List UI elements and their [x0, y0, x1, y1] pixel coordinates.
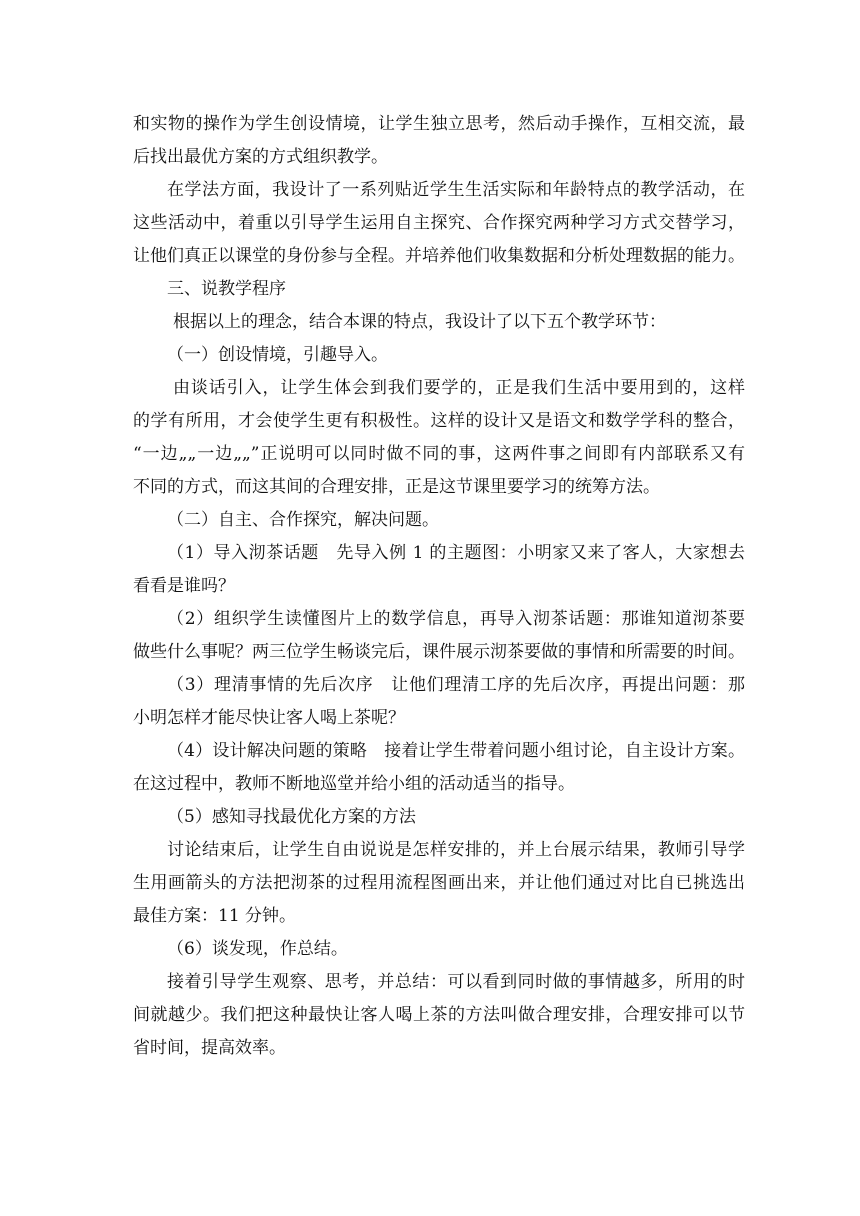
body-text: [133, 108, 745, 1065]
text-line: （4）设计解决问题的策略 接着让学生带着问题小组讨论，自主设计方案。: [167, 741, 745, 761]
text-line: 让他们真正以课堂的身份参与全程。并培养他们收集数据和分析处理数据的能力。: [133, 246, 745, 266]
text-line: 省时间，提高效率。: [133, 1038, 286, 1058]
text-line: 在这过程中，教师不断地巡堂并给小组的活动适当的指导。: [133, 774, 575, 794]
text-line: （2）组织学生读懂图片上的数学信息，再导入沏茶话题：那谁知道沏茶要: [167, 609, 745, 629]
text-line: 后找出最优方案的方式组织教学。: [133, 147, 388, 167]
text-line: 接着引导学生观察、思考，并总结：可以看到同时做的事情越多，所用的时: [167, 972, 745, 992]
text-line: 在学法方面，我设计了一系列贴近学生生活实际和年龄特点的教学活动，在: [167, 180, 745, 200]
text-line: 讨论结束后，让学生自由说说是怎样安排的，并上台展示结果，教师引导学: [167, 840, 745, 860]
text-line: “一边„„一边„„”正说明可以同时做不同的事，这两件事之间即有内部联系又有: [133, 444, 745, 464]
text-line: 和实物的操作为学生创设情境，让学生独立思考，然后动手操作，互相交流，最: [133, 114, 745, 134]
text-line: 这些活动中，着重以引导学生运用自主探究、合作探究两种学习方式交替学习，: [133, 213, 745, 233]
text-line: 小明怎样才能尽快让客人喝上茶呢？: [133, 708, 405, 728]
text-line: 根据以上的理念，结合本课的特点，我设计了以下五个教学环节：: [173, 312, 666, 332]
text-line: 生用画箭头的方法把沏茶的过程用流程图画出来，并让他们通过对比自已挑选出: [133, 873, 745, 893]
section-heading: 三、说教学程序: [167, 279, 286, 299]
text-line: 由谈话引入，让学生体会到我们要学的，正是我们生活中要用到的，这样: [173, 378, 745, 398]
text-line: （1）导入沏茶话题 先导入例 1 的主题图：小明家又来了客人，大家想去: [167, 543, 745, 563]
text-line: （6）谈发现，作总结。: [167, 939, 348, 959]
text-line: （5）感知寻找最优化方案的方法: [167, 807, 416, 827]
text-line: （3）理清事情的先后次序 让他们理清工序的先后次序，再提出问题：那: [167, 675, 745, 695]
text-line: 的学有所用，才会使学生更有积极性。这样的设计又是语文和数学学科的整合，: [133, 411, 745, 431]
text-line: 间就越少。我们把这种最快让客人喝上茶的方法叫做合理安排，合理安排可以节: [133, 1005, 745, 1025]
text-line: 最佳方案：11 分钟。: [133, 906, 297, 926]
text-line: 不同的方式，而这其间的合理安排，正是这节课里要学习的统筹方法。: [133, 477, 660, 497]
text-line: 做些什么事呢？两三位学生畅谈完后，课件展示沏茶要做的事情和所需要的时间。: [133, 642, 745, 662]
text-line: 看看是谁吗？: [133, 576, 235, 596]
subsection-heading: （一）创设情境，引趣导入。: [167, 345, 388, 365]
subsection-heading: （二）自主、合作探究，解决问题。: [167, 510, 439, 530]
